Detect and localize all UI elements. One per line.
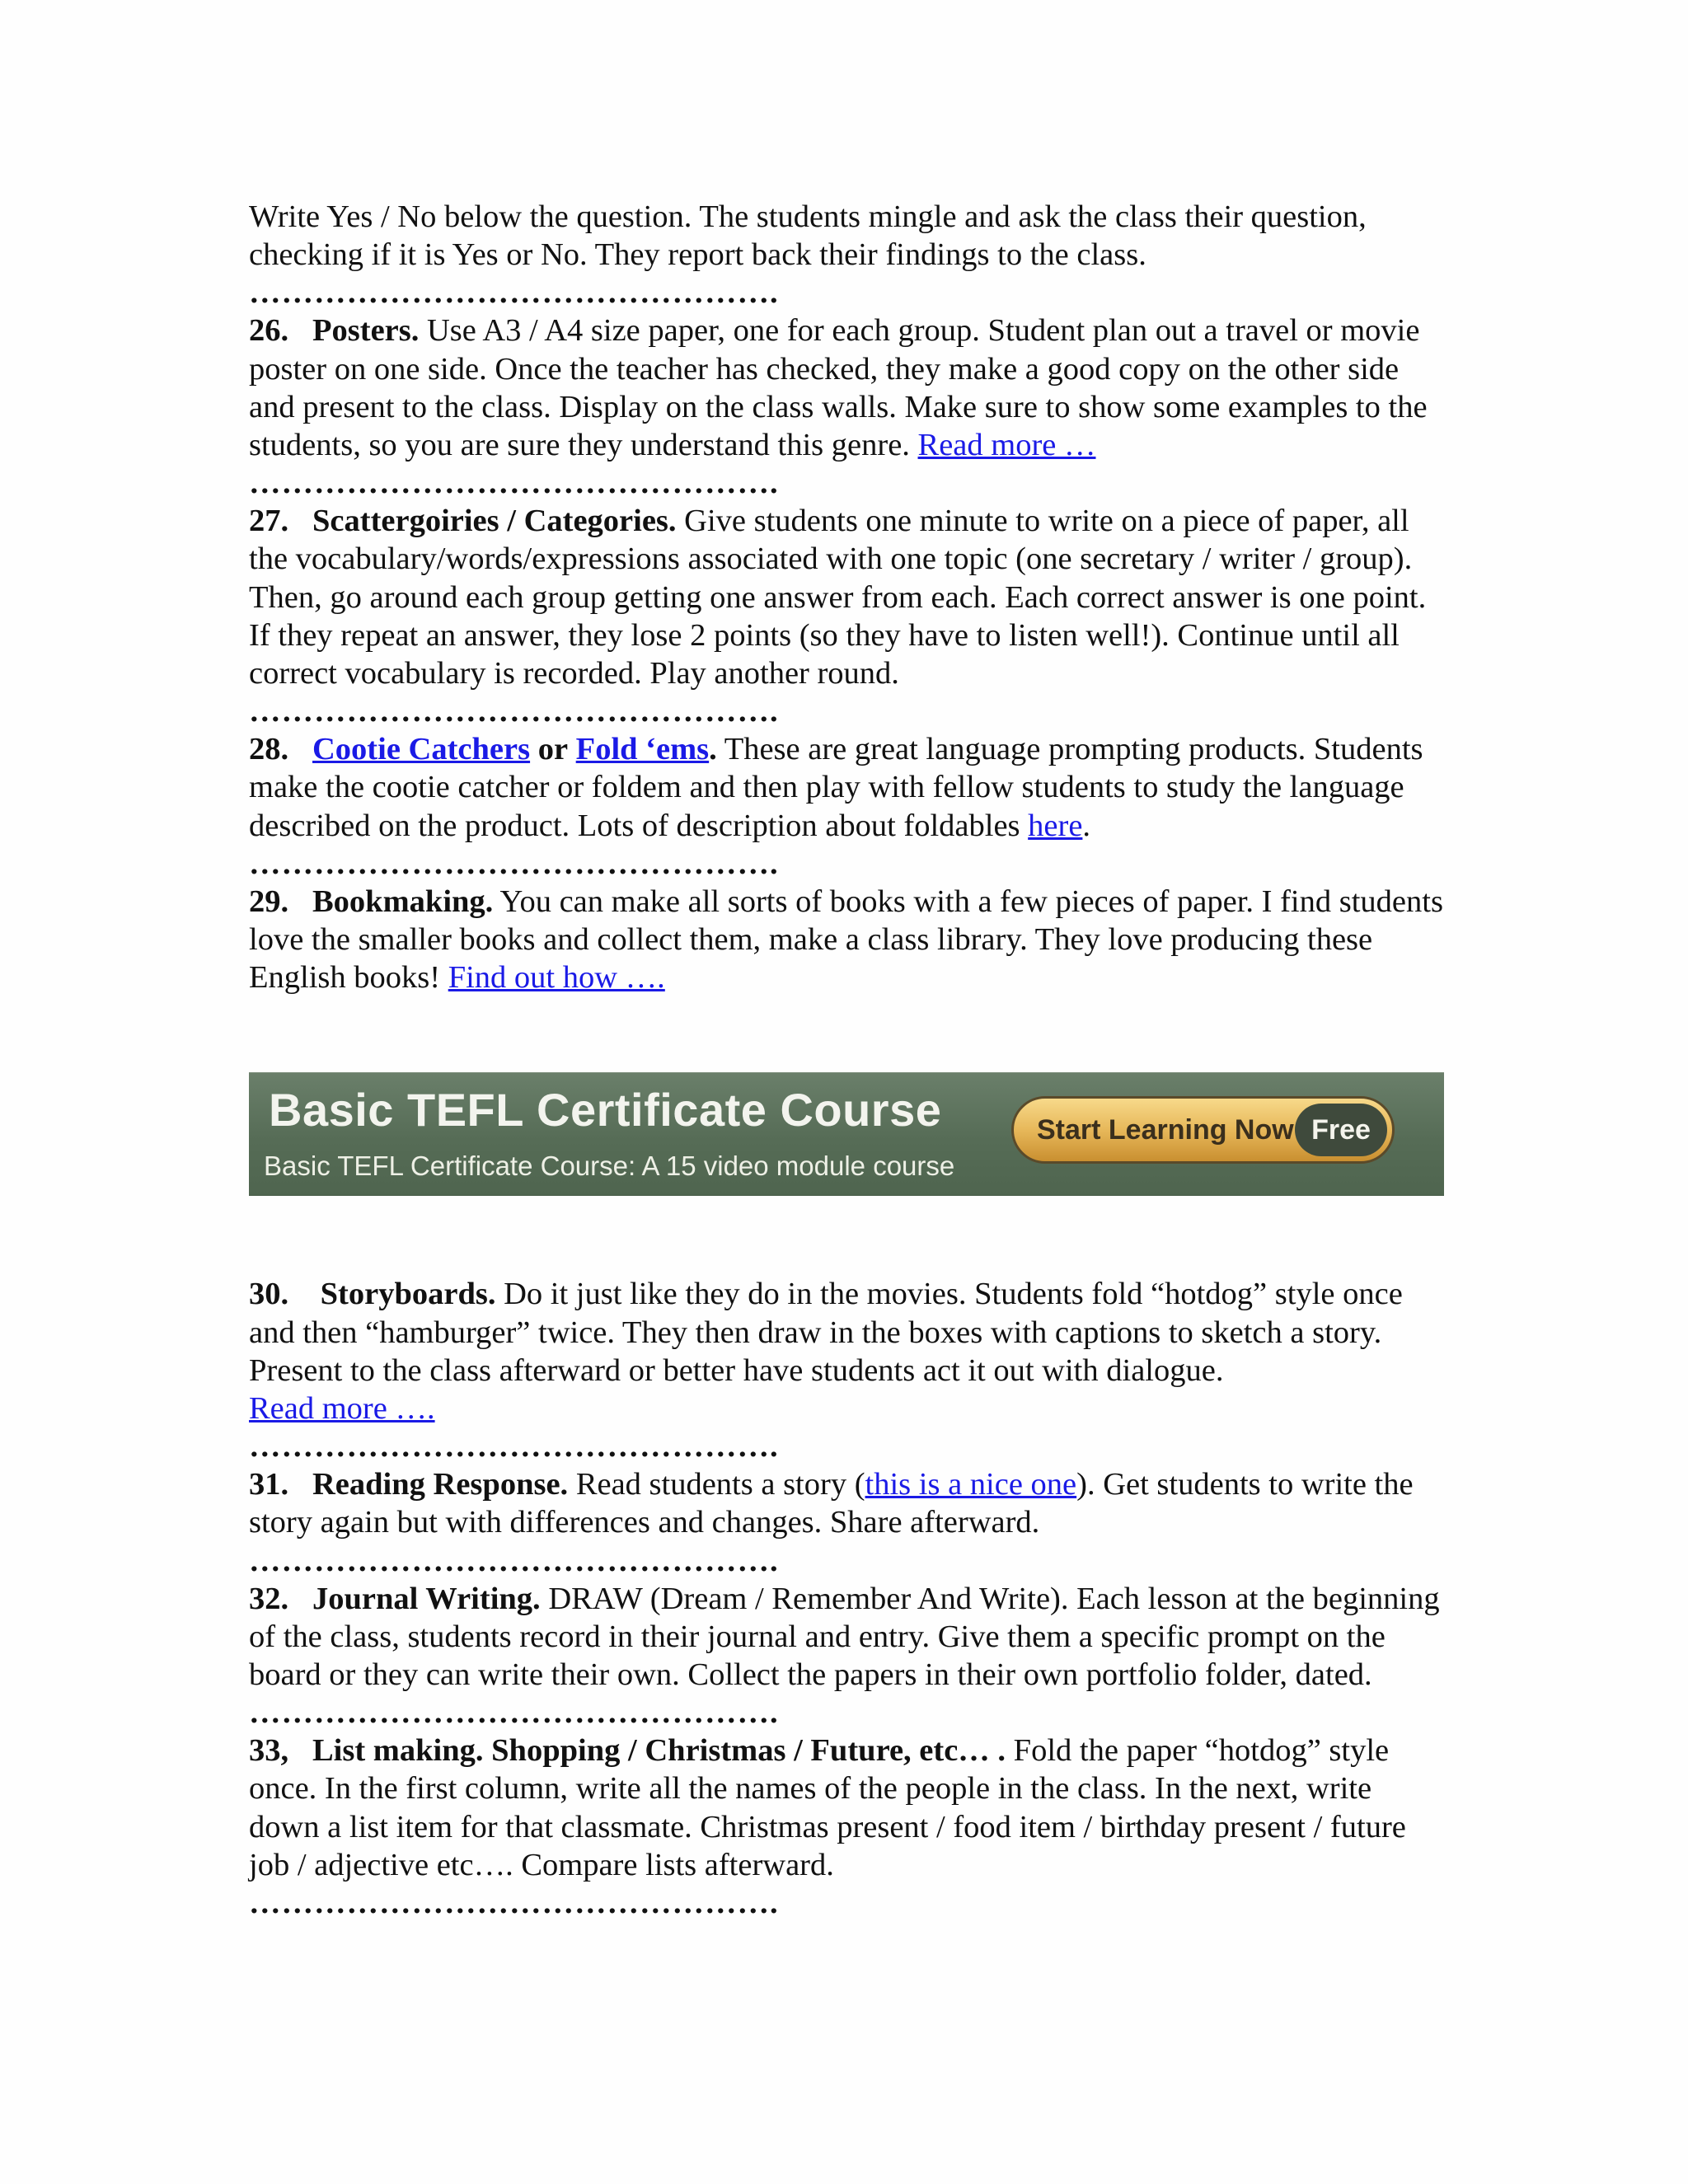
intro-paragraph: Write Yes / No below the question. The students mingle and ask the class their question, checking if it is Yes or No. They report back their findings to the class. xyxy=(249,199,1367,273)
separator: …………………………………………. xyxy=(249,1695,779,1731)
item-26 xyxy=(249,312,1444,464)
here-link[interactable]: here xyxy=(1028,808,1083,843)
period: . xyxy=(709,732,717,767)
item-title: Bookmaking. xyxy=(312,883,494,919)
free-badge: Free xyxy=(1295,1104,1387,1156)
item-title: Journal Writing. xyxy=(312,1581,541,1616)
separator: …………………………………………. xyxy=(249,275,779,311)
nice-story-link[interactable]: this is a nice one xyxy=(865,1467,1077,1502)
item-title: List making. Shopping / Christmas / Future, etc… . xyxy=(312,1733,1006,1769)
separator: …………………………………………. xyxy=(249,466,779,501)
read-more-link[interactable]: Read more … xyxy=(917,428,1096,463)
separator: …………………………………………. xyxy=(249,1429,779,1465)
item-number: 32. xyxy=(249,1581,289,1616)
separator: …………………………………………. xyxy=(249,1543,779,1578)
banner-title: Basic TEFL Certificate Course xyxy=(269,1084,942,1137)
item-number: 29. xyxy=(249,883,289,919)
item-number: 30. xyxy=(249,1277,289,1312)
item-text: DRAW (Dream / Remember And Write). Each lesson at the beginning of the class, students record in their journal and entry. Give them a specific prompt on the board or they can write their own. Collect the papers in their own portfolio folder, dated. xyxy=(249,1581,1440,1693)
item-end: . xyxy=(1082,808,1091,843)
item-number: 31. xyxy=(249,1467,289,1502)
banner-subtitle: Basic TEFL Certificate Course: A 15 video module course xyxy=(264,1151,955,1182)
separator: …………………………………………. xyxy=(249,846,779,881)
cootie-catchers-link[interactable]: Cootie Catchers xyxy=(312,732,531,767)
start-learning-label: Start Learning Now xyxy=(1037,1114,1294,1146)
item-text: Do it just like they do in the movies. Students fold “hotdog” style once and then “hamburger” twice. They then draw in the boxes with captions to sketch a story. Present to the class afterward or better have students act it out with dialogue. xyxy=(249,1277,1403,1388)
item-33 xyxy=(249,1732,1444,1884)
item-number: 26. xyxy=(249,313,289,349)
item-text: Read students a story ( xyxy=(568,1467,865,1502)
item-27 xyxy=(249,502,1444,692)
item-31 xyxy=(249,1465,1444,1541)
item-title: Reading Response. xyxy=(312,1467,569,1502)
or-word: or xyxy=(537,732,569,767)
document-page xyxy=(249,198,1444,1922)
read-more-link[interactable]: Read more …. xyxy=(249,1391,435,1427)
tefl-course-banner[interactable] xyxy=(249,1072,1444,1196)
item-number: 33, xyxy=(249,1733,289,1769)
fold-ems-link[interactable]: Fold ‘ems xyxy=(575,732,710,767)
separator: …………………………………………. xyxy=(249,694,779,729)
separator: …………………………………………. xyxy=(249,1886,779,1921)
start-learning-button[interactable] xyxy=(1011,1096,1395,1164)
item-number: 28. xyxy=(249,732,289,767)
item-title: Storyboards. xyxy=(320,1277,496,1312)
item-text: You can make all sorts of books with a few pieces of paper. I find students love the smaller books and collect them, make a class library. They love producing these English books! xyxy=(249,883,1443,996)
item-text-after: ). Get students to write the story again but with differences and changes. Share afterward. xyxy=(249,1467,1414,1540)
item-number: 27. xyxy=(249,504,289,539)
item-28 xyxy=(249,730,1444,845)
item-text: These are great language prompting products. Students make the cootie catcher or foldem and then play with fellow students to study the language described on the product. Lots of description about foldables xyxy=(249,732,1423,843)
item-title: Scattergoiries / Categories. xyxy=(312,504,677,539)
item-32 xyxy=(249,1580,1444,1694)
item-text: Use A3 / A4 size paper, one for each group. Student plan out a travel or movie poster on one side. Once the teacher has checked, they make a good copy on the other side and present to the class. Display on the class walls. Make sure to show some examples to the students, so you are sure they understand this genre. xyxy=(249,313,1428,463)
item-title: Posters. xyxy=(312,313,420,349)
item-29 xyxy=(249,883,1444,997)
item-text: Give students one minute to write on a piece of paper, all the vocabulary/words/expressions associated with one topic (one secretary / writer / group). Then, go around each group getting one answer from each. Each correct answer is one point. If they repeat an answer, they lose 2 points (so they have to listen well!). Continue until all correct vocabulary is recorded. Play another round. xyxy=(249,504,1427,691)
item-30 xyxy=(249,1275,1444,1427)
item-text: Fold the paper “hotdog” style once. In the first column, write all the names of the people in the class. In the next, write down a list item for that classmate. Christmas present / food item / birthday present / future job / adjective etc…. Compare lists afterward. xyxy=(249,1733,1406,1882)
find-out-how-link[interactable]: Find out how …. xyxy=(448,960,665,996)
